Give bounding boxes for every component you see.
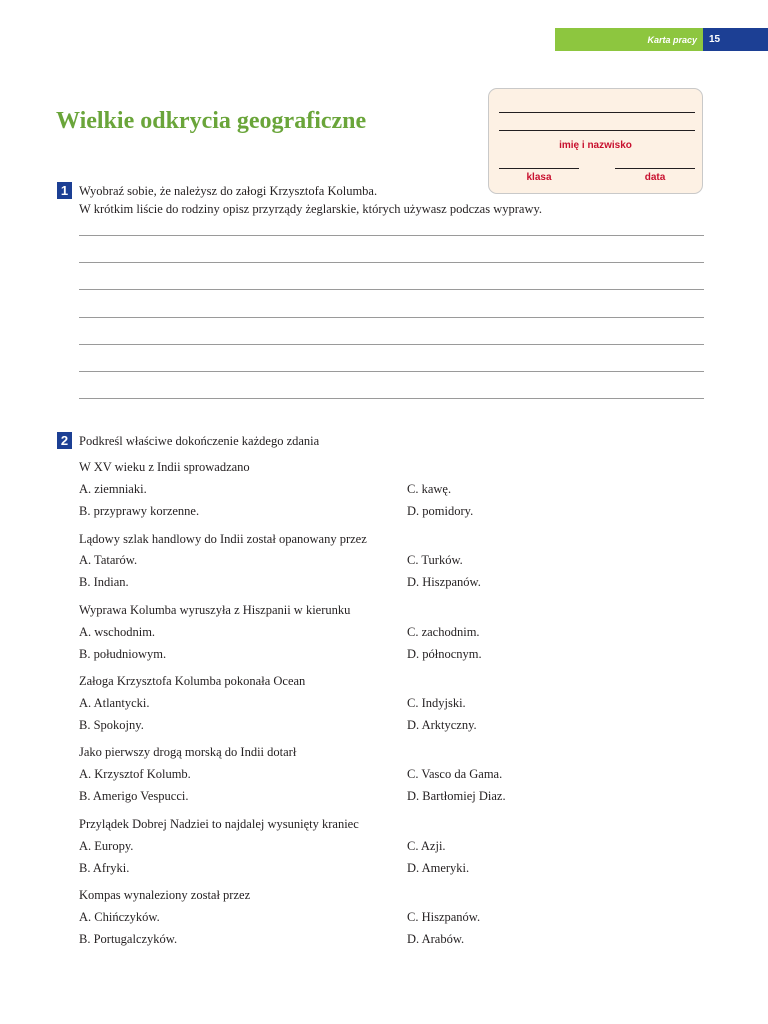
student-info-box: [488, 88, 703, 194]
option-a[interactable]: A. Chińczyków.: [79, 910, 160, 924]
option-c[interactable]: C. Hiszpanów.: [407, 910, 481, 924]
writing-line[interactable]: [79, 344, 704, 345]
option-b[interactable]: B. Indian.: [79, 575, 129, 589]
option-c[interactable]: C. zachodnim.: [407, 625, 480, 639]
task-2-instruction: Podkreśl właściwe dokończenie każdego zdania: [79, 434, 320, 448]
writing-line[interactable]: [79, 262, 704, 263]
option-b[interactable]: B. Portugalczyków.: [79, 932, 178, 946]
header-bar: [555, 28, 768, 51]
question-stem: W XV wieku z Indii sprowadzano: [79, 460, 250, 474]
writing-line[interactable]: [79, 235, 704, 236]
option-b[interactable]: B. Spokojny.: [79, 718, 144, 732]
option-d[interactable]: D. północnym.: [407, 647, 482, 661]
name-line-1[interactable]: [499, 112, 695, 113]
option-a[interactable]: A. Europy.: [79, 839, 134, 853]
option-a[interactable]: A. ziemniaki.: [79, 482, 147, 496]
question-stem: Lądowy szlak handlowy do Indii został opanowany przez: [79, 532, 367, 546]
option-d[interactable]: D. pomidory.: [407, 504, 474, 518]
option-d[interactable]: D. Bartłomiej Diaz.: [407, 789, 506, 803]
option-b[interactable]: B. Afryki.: [79, 861, 130, 875]
writing-line[interactable]: [79, 317, 704, 318]
option-d[interactable]: D. Arktyczny.: [407, 718, 477, 732]
option-c[interactable]: C. kawę.: [407, 482, 452, 496]
option-d[interactable]: D. Hiszpanów.: [407, 575, 481, 589]
question-stem: Załoga Krzysztofa Kolumba pokonała Ocean: [79, 674, 306, 688]
option-a[interactable]: A. Krzysztof Kolumb.: [79, 767, 191, 781]
task-1-number: 1: [57, 182, 72, 199]
page-number: 15: [703, 28, 768, 51]
option-b[interactable]: B. przyprawy korzenne.: [79, 504, 200, 518]
name-line-2[interactable]: [499, 130, 695, 131]
question-stem: Wyprawa Kolumba wyruszyła z Hiszpanii w kierunku: [79, 603, 351, 617]
date-line[interactable]: [615, 168, 695, 169]
question-stem: Kompas wynaleziony został przez: [79, 888, 251, 902]
option-b[interactable]: B. Amerigo Vespucci.: [79, 789, 189, 803]
writing-line[interactable]: [79, 398, 704, 399]
header-section-label: Karta pracy: [555, 28, 703, 51]
option-d[interactable]: D. Ameryki.: [407, 861, 470, 875]
class-line[interactable]: [499, 168, 579, 169]
option-b[interactable]: B. południowym.: [79, 647, 167, 661]
option-c[interactable]: C. Vasco da Gama.: [407, 767, 503, 781]
option-a[interactable]: A. wschodnim.: [79, 625, 156, 639]
question-stem: Przylądek Dobrej Nadziei to najdalej wysunięty kraniec: [79, 817, 359, 831]
task-2-number: 2: [57, 432, 72, 449]
class-label: klasa: [526, 172, 552, 183]
task-1-instruction-line-2: W krótkim liście do rodziny opisz przyrządy żeglarskie, których używasz podczas wyprawy.: [79, 202, 543, 216]
option-a[interactable]: A. Atlantycki.: [79, 696, 150, 710]
date-label: data: [644, 172, 666, 183]
page-title: Wielkie odkrycia geograficzne: [56, 108, 367, 134]
writing-line[interactable]: [79, 371, 704, 372]
option-a[interactable]: A. Tatarów.: [79, 553, 138, 567]
option-d[interactable]: D. Arabów.: [407, 932, 465, 946]
writing-line[interactable]: [79, 289, 704, 290]
name-label: imię i nazwisko: [559, 140, 632, 151]
option-c[interactable]: C. Turków.: [407, 553, 463, 567]
option-c[interactable]: C. Azji.: [407, 839, 446, 853]
question-stem: Jako pierwszy drogą morską do Indii dotarł: [79, 745, 297, 759]
task-1-instruction-line-1: Wyobraź sobie, że należysz do załogi Krzysztofa Kolumba.: [79, 184, 378, 198]
option-c[interactable]: C. Indyjski.: [407, 696, 466, 710]
